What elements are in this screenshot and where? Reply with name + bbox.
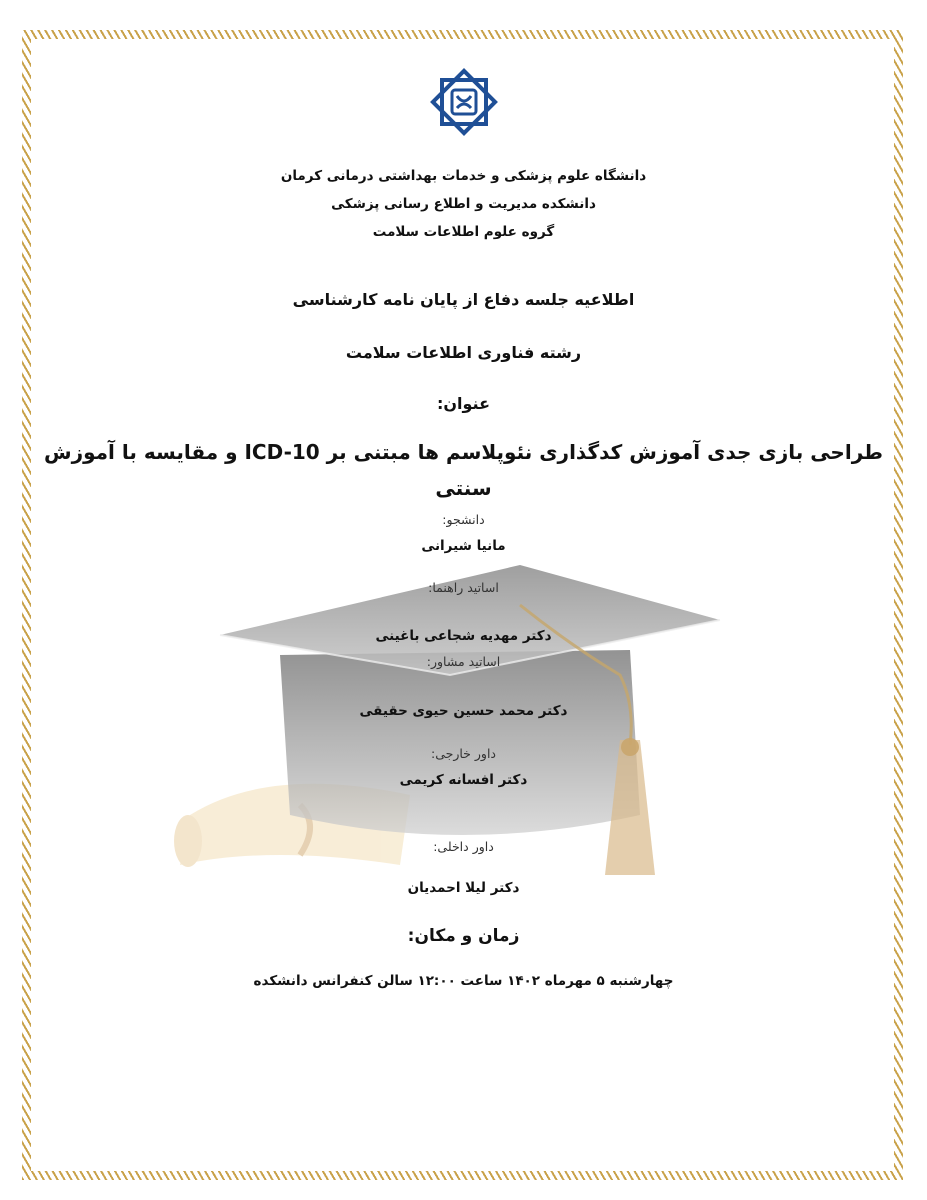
time-place-label: زمان و مکان:	[407, 926, 520, 946]
supervisor-name: دکتر مهدیه شجاعی باغینی	[375, 628, 552, 644]
external-referee-label: داور خارجی:	[430, 746, 496, 761]
student-name: مانیا شیرانی	[421, 538, 506, 554]
faculty-name: دانشکده مدیریت و اطلاع رسانی پزشکی	[331, 196, 596, 212]
advisor-name: دکتر محمد حسین حیوی حقیقی	[359, 703, 568, 719]
university-logo	[424, 66, 504, 138]
notice-title: اطلاعیه جلسه دفاع از پایان نامه کارشناسی	[292, 290, 635, 309]
department-name: گروه علوم اطلاعات سلامت	[372, 224, 555, 240]
student-label: دانشجو:	[442, 512, 485, 527]
internal-referee-label: داور داخلی:	[433, 839, 494, 854]
thesis-title-line2: سنتی	[435, 476, 492, 500]
advisor-label: اساتید مشاور:	[426, 654, 501, 669]
major-name: رشته فناوری اطلاعات سلامت	[345, 343, 582, 362]
supervisor-label: اساتید راهنما:	[428, 580, 499, 595]
university-name: دانشگاه علوم پزشکی و خدمات بهداشتی درمانی کرمان	[280, 168, 647, 184]
external-referee-name: دکتر افسانه کریمی	[399, 772, 528, 788]
internal-referee-name: دکتر لیلا احمدیان	[407, 880, 520, 896]
subject-label: عنوان:	[436, 394, 491, 413]
thesis-title-line1: طراحی بازی جدی آموزش کدگذاری نئوپلاسم ها مبتنی بر ICD-10 و مقایسه با آموزش	[44, 440, 883, 464]
time-place-details: چهارشنبه ۵ مهرماه ۱۴۰۲ ساعت ۱۲:۰۰ سالن کنفرانس دانشکده	[253, 973, 674, 989]
